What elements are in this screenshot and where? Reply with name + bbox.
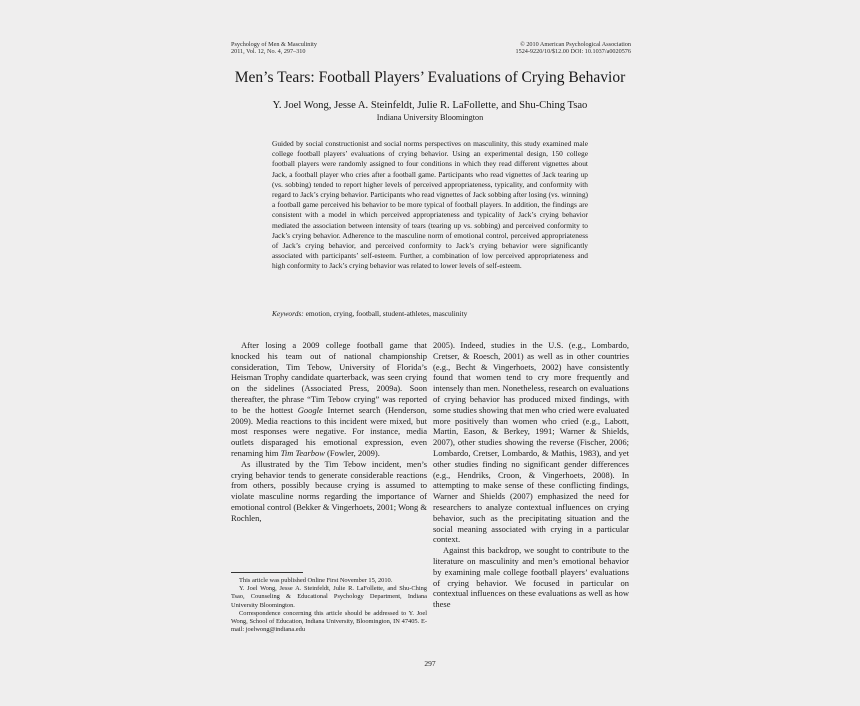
body-text: Internet search (Henderson, 2009). Media reactions to this incident were mixed, but most responses were negative. For instance, media outlets disparaged his emotional expression, even renaming him [231, 404, 427, 458]
keywords-label: Keywords: [272, 309, 304, 318]
journal-header-right [516, 41, 632, 55]
body-text-italic: Google [297, 404, 323, 415]
page-number: 297 [424, 659, 436, 668]
journal-name: Psychology of Men & Masculinity [231, 41, 317, 48]
journal-volume: 2011, Vol. 12, No. 4, 297–310 [231, 48, 306, 55]
keywords [272, 309, 588, 319]
doi-line: 1524-9220/10/$12.00 DOI: 10.1037/a0020576 [515, 48, 631, 55]
copyright-line: © 2010 American Psychological Association [520, 41, 631, 48]
footnote-divider [231, 572, 303, 573]
body-paragraph: 2005). Indeed, studies in the U.S. (e.g., Lombardo, Cretser, & Roesch, 2001) as well as in other countries (e.g., Becht & Vingerhoets, 2002) have consistently found that women tend to cry more frequently and intensely than men. Nonetheless, research on evaluations of crying behavior has produced mixed findings, with some studies showing that men who cried were evaluated more positively than women who cried (e.g., Labott, Martin, Eason, & Berkey, 1991; Warner & Shields, 2007), other studies showing the reverse (Fischer, 2006; Lombardo, Cretser, Lombardo, & Mathis, 1983), and yet other studies finding no significant gender differences (e.g., Hendriks, Croon, & Vingerhoets, 2008). In attempting to make sense of these conflicting findings, Warner and Shields (2007) emphasized the need for researchers to analyze contextual influences on crying behavior, such as the precipitating situation and the social meaning associated with crying in a particular context. [433, 340, 629, 545]
body-paragraph: Against this backdrop, we sought to contribute to the literature on masculinity and men’s emotional behavior by examining male college football players’ evaluations of crying behavior. We focused in particular on contextual influences on these evaluations as well as how these [433, 545, 629, 610]
keywords-list: emotion, crying, football, student-athletes, masculinity [303, 309, 468, 318]
footnotes [231, 577, 427, 634]
article-title: Men’s Tears: Football Players’ Evaluations of Crying Behavior [234, 69, 626, 86]
body-column-right [433, 340, 629, 610]
footnote: Correspondence concerning this article should be addressed to Y. Joel Wong, School of Education, Indiana University, Bloomington, IN 47405. E-mail: joelwong@indiana.edu [231, 609, 427, 634]
body-paragraph [231, 340, 427, 459]
affiliation: Indiana University Bloomington [376, 113, 484, 122]
footnote: This article was published Online First November 15, 2010. [239, 577, 393, 584]
body-text-italic: Tim Tearbow [280, 447, 325, 458]
body-text: (Fowler, 2009). [324, 447, 380, 458]
footnote: Y. Joel Wong, Jesse A. Steinfeldt, Julie R. LaFollette, and Shu-Ching Tsao, Counseling & Educational Psychology Department, Indiana University Bloomington. [231, 585, 427, 609]
body-text: After losing a 2009 college football game that knocked his team out of national championship consideration, Tim Tebow, University of Florida’s Heisman Trophy candidate quarterback, was seen crying on the sidelines (Associated Press, 2009a). Soon thereafter, the phrase “Tim Tebow crying” was reported to be the hottest [231, 340, 427, 415]
journal-header-left [231, 41, 317, 55]
body-paragraph: As illustrated by the Tim Tebow incident, men’s crying behavior tends to generate considerable reactions from others, possibly because crying is assumed to violate masculine norms regarding the importance of emotional control (Bekker & Vingerhoets, 2001; Wong & Rochlen, [231, 458, 427, 523]
author-list: Y. Joel Wong, Jesse A. Steinfeldt, Julie R. LaFollette, and Shu-Ching Tsao [272, 100, 588, 111]
abstract: Guided by social constructionist and social norms perspectives on masculinity, this study examined male college football players’ evaluations of crying behavior. Using an experimental design, 150 college football players were randomly assigned to four conditions in which they read different vignettes about Jack, a football player who cries after a football game. Participants who read vignettes of Jack tearing up (vs. sobbing) tended to report higher levels of perceived appropriateness, typicality, and conformity with regard to Jack’s crying behavior. Participants who read vignettes of Jack sobbing after losing (vs. winning) a football game perceived his behavior to be more typical of football players. In addition, the findings are consistent with a model in which perceived appropriateness and typicality of Jack’s crying behavior mediated the association between intensity of tears (tearing up vs. sobbing) and perceived conformity to Jack’s crying behavior. Adherence to the masculine norm of emotional control, perceived appropriateness of Jack’s crying behavior, and perceived conformity to Jack’s crying behavior were significantly associated with participants’ self-esteem. Further, a combination of low perceived appropriateness and high conformity to Jack’s crying behavior was related to lower levels of self-esteem. [272, 139, 588, 271]
body-column-left [231, 340, 427, 524]
